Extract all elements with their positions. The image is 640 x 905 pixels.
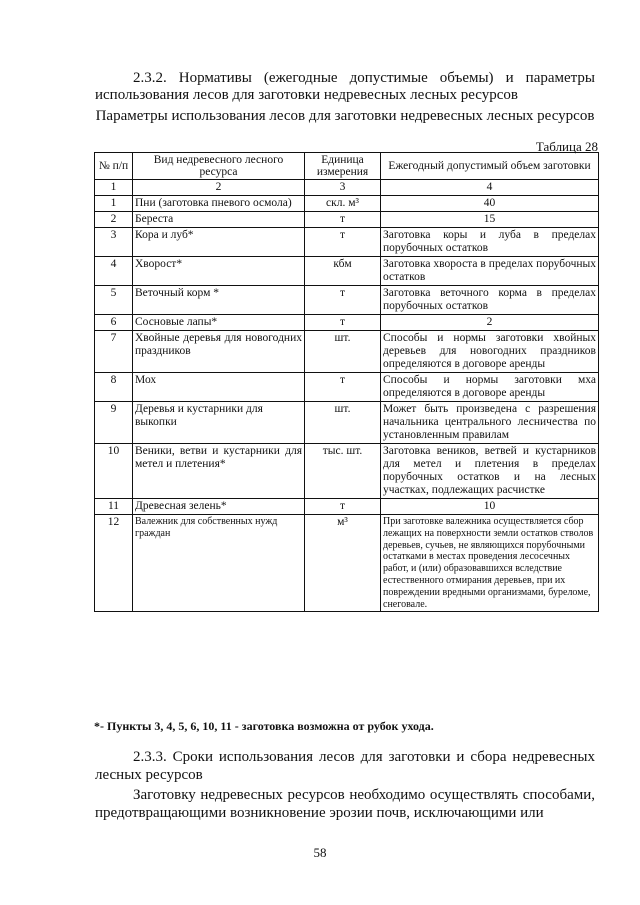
table-column-numbers-row [95,180,599,196]
column-number: 1 [95,180,133,196]
table-row [95,373,599,402]
row-resource: Пни (заготовка пневого осмола) [133,196,305,212]
table-label: Таблица 28 [535,139,598,154]
row-unit: т [305,315,381,331]
column-number: 4 [381,180,599,196]
row-volume: Заготовка хвороста в пределах порубочных остатков [381,257,599,286]
row-volume: 2 [381,315,599,331]
row-unit: скл. м³ [305,196,381,212]
section-heading: 2.3.2. Нормативы (ежегодные допустимые объемы) и параметры использования лесов для заготовки недревесных лесных ресурсов [95,70,595,103]
row-num: 8 [95,373,133,402]
row-volume: Может быть произведена с разрешения начальника центрального лесничества по установленным правилам [381,402,599,444]
table-row [95,331,599,373]
row-resource: Веточный корм * [133,286,305,315]
table-row [95,228,599,257]
row-resource: Мох [133,373,305,402]
row-volume: Способы и нормы заготовки мха определяются в договоре аренды [381,373,599,402]
table-row [95,196,599,212]
table-title: Параметры использования лесов для заготовки недревесных лесных ресурсов [95,108,595,124]
row-unit: т [305,286,381,315]
page-number: 58 [313,845,327,860]
row-num: 11 [95,499,133,515]
table-row [95,499,599,515]
row-unit: м³ [305,515,381,612]
row-volume: Заготовка коры и луба в пределах порубочных остатков [381,228,599,257]
table-row [95,257,599,286]
row-unit: т [305,373,381,402]
row-volume: Заготовка веников, ветвей и кустарников для метел и плетения в пределах порубочных остатков и на лесных участках, подлежащих расчистке [381,444,599,499]
row-resource: Валежник для собственных нужд граждан [133,515,305,612]
row-unit: т [305,212,381,228]
row-num: 1 [95,196,133,212]
row-unit: т [305,499,381,515]
table-row [95,515,599,612]
row-num: 7 [95,331,133,373]
row-unit: т [305,228,381,257]
row-num: 3 [95,228,133,257]
row-resource: Древесная зелень* [133,499,305,515]
row-unit: кбм [305,257,381,286]
row-resource: Хворост* [133,257,305,286]
row-resource: Кора и луб* [133,228,305,257]
row-unit: тыс. шт. [305,444,381,499]
header-resource: Вид недревесного лесного ресурса [133,153,305,180]
row-num: 2 [95,212,133,228]
row-unit: шт. [305,402,381,444]
table-footnote: *- Пункты 3, 4, 5, 6, 10, 11 - заготовка возможна от рубок ухода. [94,719,434,733]
table-row [95,402,599,444]
row-volume: 10 [381,499,599,515]
row-num: 9 [95,402,133,444]
row-num: 10 [95,444,133,499]
column-number: 3 [305,180,381,196]
body-paragraph: Заготовку недревесных ресурсов необходимо осуществлять способами, предотвращающими возникновение эрозии почв, исключающими или [95,787,595,821]
row-num: 4 [95,257,133,286]
row-volume: 40 [381,196,599,212]
table-header-row [95,153,599,180]
header-unit: Единица измерения [305,153,381,180]
header-num: № п/п [95,153,133,180]
row-unit: шт. [305,331,381,373]
row-volume: Способы и нормы заготовки хвойных деревьев для новогодних праздников определяются в договоре аренды [381,331,599,373]
table-row [95,315,599,331]
column-number: 2 [133,180,305,196]
row-resource: Хвойные деревья для новогодних праздников [133,331,305,373]
row-volume: При заготовке валежника осуществляется сбор лежащих на поверхности земли остатков стволов деревьев, сучьев, не являющихся порубочными остатками в местах проведения лесосечных работ, и (или) образовавшихся вследствие естественного отмирания деревьев, при их повреждении вредными организмами, буреломе, снеговале. [381,515,599,612]
row-num: 12 [95,515,133,612]
row-volume: 15 [381,212,599,228]
row-resource: Сосновые лапы* [133,315,305,331]
row-num: 6 [95,315,133,331]
row-num: 5 [95,286,133,315]
header-volume: Ежегодный допустимый объем заготовки [381,153,599,180]
row-volume: Заготовка веточного корма в пределах порубочных остатков [381,286,599,315]
row-resource: Деревья и кустарники для выкопки [133,402,305,444]
section-heading-2: 2.3.3. Сроки использования лесов для заготовки и сбора недревесных лесных ресурсов [95,749,595,783]
row-resource: Веники, ветви и кустарники для метел и плетения* [133,444,305,499]
table-row [95,286,599,315]
resources-table [94,152,599,612]
table-row [95,444,599,499]
table-row [95,212,599,228]
row-resource: Береста [133,212,305,228]
